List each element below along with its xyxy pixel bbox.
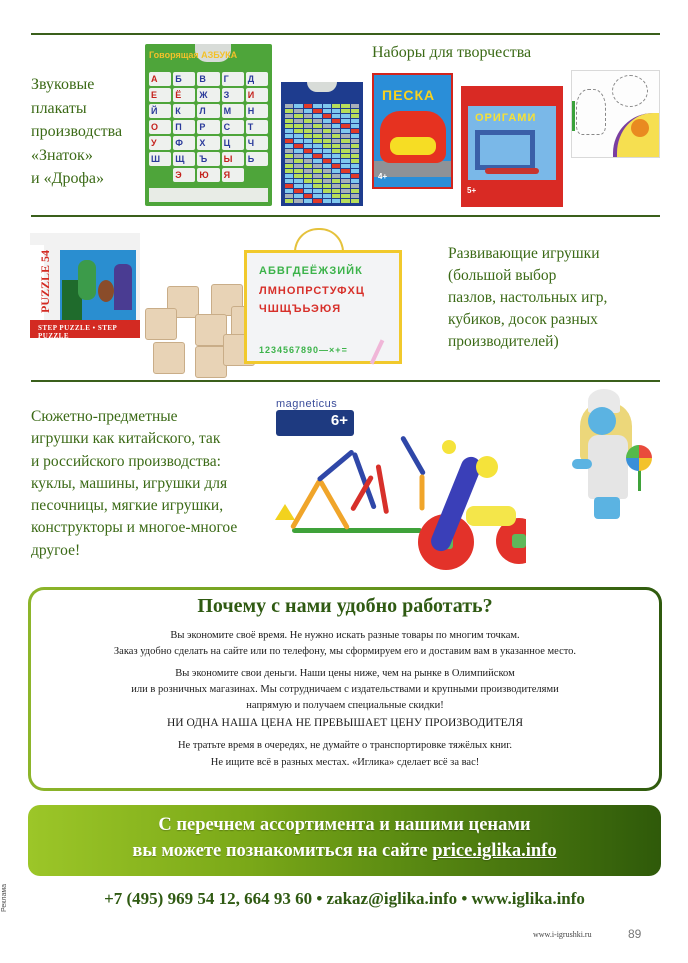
magnetic-board-image: АБВГДЕЁЖЗИЙК ЛМНОПРСТУФХЦ ЧШЩЪЬЭЮЯ 1234567890—×+=	[242, 228, 404, 368]
why-us-paragraph: Заказ удобно сделать на сайте или по телефону, мы сформируем его и доставим вам в указанное место.	[113, 646, 577, 657]
ad-label: Реклама	[1, 883, 8, 912]
creative-sets-title: Наборы для творчества	[372, 44, 532, 61]
magnet-warning-icon	[275, 504, 295, 520]
why-us-highlight: НИ ОДНА НАША ЦЕНА НЕ ПРЕВЫШАЕТ ЦЕНУ ПРОИЗВОДИТЕЛЯ	[167, 717, 523, 729]
plane-illustration	[485, 168, 539, 174]
coloring-book-image	[571, 70, 660, 158]
footer-site: www.i-igrushki.ru	[533, 930, 592, 939]
why-us-paragraph: напрямую и получаем специальные скидки!	[246, 700, 444, 711]
flower-icon	[626, 445, 652, 471]
why-us-paragraph: Не ищите всё в разных местах. «Иглика» сделает всё за вас!	[210, 757, 480, 768]
why-us-title: Почему с нами удобно работать?	[197, 595, 493, 617]
sound-posters-caption: Звуковые плакаты производства «Знаток» и «Дрофа»	[31, 76, 123, 187]
divider-1	[31, 215, 660, 217]
why-us-paragraph: Вы экономите своё время. Не нужно искать разные товары по многим точкам.	[170, 630, 520, 641]
smurfette-plush-image	[566, 389, 662, 529]
contacts-line: +7 (495) 969 54 12, 664 93 60 • zakaz@iglika.info • www.iglika.info	[104, 889, 585, 908]
why-us-paragraph: Не тратьте время в очередях, не думайте о транспортировке тяжёлых книг.	[177, 740, 513, 751]
alphabet-poster-image: Говорящая АЗБУКА А Б В Г Д Е Ё Ж З И Й К Л М Н О П Р С Т У Ф Х Ц Ч Ш Щ Ъ Ы Ь Э Ю Я	[145, 44, 272, 206]
divider-2	[31, 380, 660, 382]
car-illustration	[380, 111, 446, 163]
lion-illustration	[613, 113, 659, 157]
why-us-paragraph: Вы экономите свои деньги. Наши цены ниже, чем на рынке в Олимпийском	[175, 668, 515, 679]
story-toys-caption: Сюжетно-предметные игрушки как китайского, так и российского производства: куклы, машины, игрушки для песочницы, мягкие игрушки, конструкторы и многое-многое другое!	[31, 408, 238, 559]
puzzle-box-image: PUZZLE 54 STEP PUZZLE • STEP PUZZLE	[30, 233, 140, 338]
divider-top	[31, 33, 660, 35]
marker-icon	[370, 339, 385, 364]
why-us-paragraph: или в розничных магазинах. Мы сотрудничаем с издательствами и крупными производителями	[131, 684, 559, 695]
speaker-icon	[307, 82, 337, 92]
syllable-poster-image	[281, 82, 363, 206]
magnetic-constructor-image: magneticus 6+	[272, 398, 448, 538]
origami-kit-image: ОРИГАМИ 5+	[461, 86, 563, 207]
banner-line-1: С перечнем ассортимента и нашими ценами	[158, 815, 531, 835]
banner-line-2: вы можете познакомиться на сайте price.iglika.info	[132, 841, 557, 861]
educational-toys-caption: Развивающие игрушки (большой выбор пазлов, настольных игр, кубиков, досок разных производителей)	[448, 245, 608, 350]
price-site-link[interactable]: price.iglika.info	[432, 841, 557, 861]
sand-picture-kit-image: ПЕСКА 4+	[372, 73, 453, 189]
syllable-grid	[285, 104, 359, 203]
toy-bike-constructor-image	[416, 440, 526, 572]
letter-grid: А Б В Г Д Е Ё Ж З И Й К Л М Н О П Р С Т У Ф Х Ц Ч Ш Щ Ъ Ы Ь Э Ю Я	[149, 72, 268, 182]
page-number: 89	[628, 927, 642, 941]
